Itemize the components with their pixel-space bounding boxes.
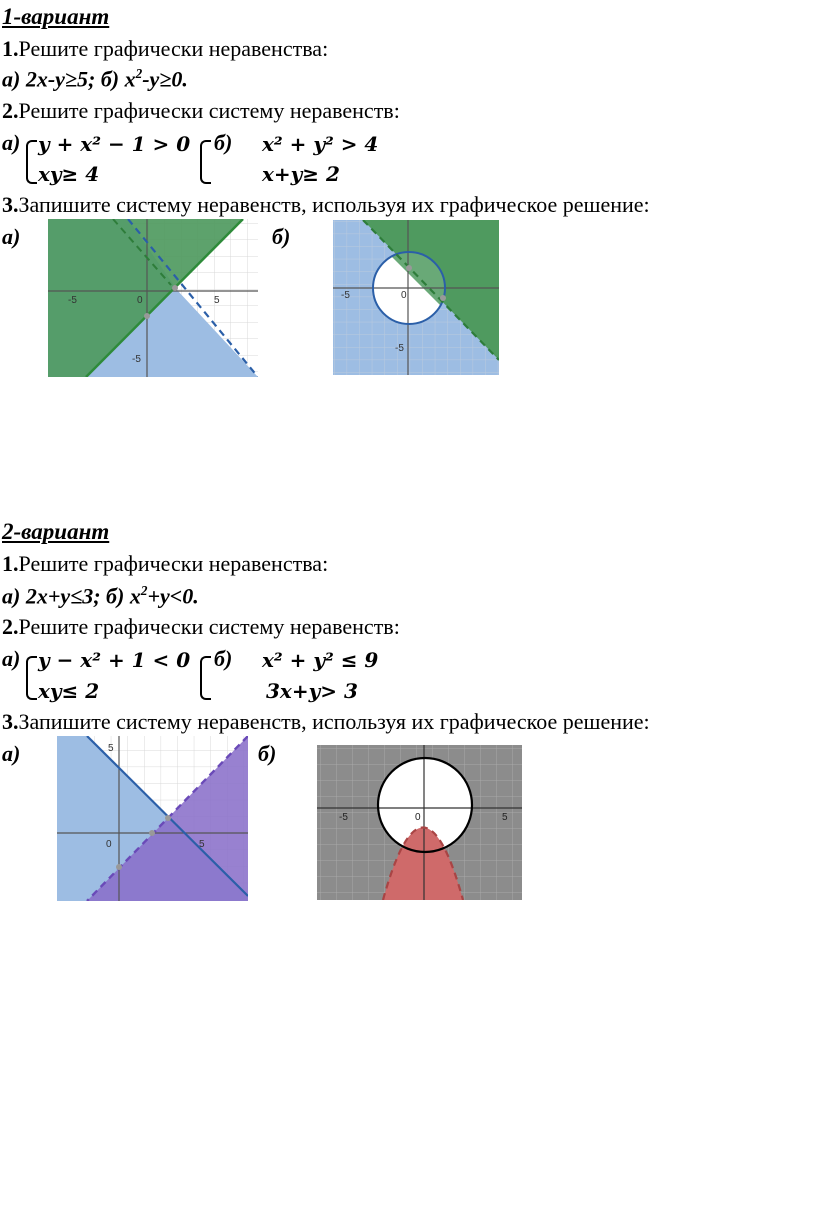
- v2-task3-text: Запишите систему неравенств, используя их графическое решение:: [18, 709, 650, 734]
- tick-label-pos5-x: 5: [502, 812, 508, 823]
- variant1-title: 1-вариант: [2, 4, 110, 29]
- tick-label-origin: 0: [415, 812, 421, 823]
- v1-graph-a-svg: [48, 219, 258, 377]
- v1-task3-number: 3.: [2, 192, 19, 217]
- tick-label-origin: 0: [137, 295, 143, 306]
- v2-task2-number: 2.: [2, 614, 19, 639]
- tick-label-neg5-y: -5: [132, 354, 141, 365]
- v1-task2a-label: а): [2, 130, 21, 155]
- v1-task1-exponent: 2: [135, 66, 143, 81]
- y-intercept-point: [116, 864, 122, 870]
- v1-task3-line: [2, 192, 650, 218]
- v2-task3-number: 3.: [2, 709, 19, 734]
- intersection-point: [172, 285, 178, 291]
- tick-label-pos5-x: 5: [214, 295, 220, 306]
- v2-task2a-brace-bottom: [26, 672, 37, 700]
- v1-task2-line: [2, 98, 400, 124]
- v2-task2b-label: б): [214, 646, 233, 671]
- v2-task1-items-text: а) 2x+y≤3; б) x: [2, 583, 141, 609]
- v2-task1-line: [2, 551, 328, 577]
- intercept-point: [144, 313, 150, 319]
- v1-task1-line: [2, 36, 328, 62]
- v2-task2-text: Решите графически систему неравенств:: [18, 614, 400, 639]
- tick-label-pos5-y: 5: [108, 743, 114, 754]
- v1-task3-label-b: б): [272, 224, 291, 249]
- v2-task1-number: 1.: [2, 551, 19, 576]
- variant2-title: 2-вариант: [2, 519, 110, 544]
- v2-task3-line: [2, 709, 650, 735]
- v1-graph-b: [333, 220, 499, 375]
- v2-task2b-brace-bottom: [200, 672, 211, 700]
- v2-task1-text: Решите графически неравенства:: [18, 551, 329, 576]
- tick-label-pos5-x: 5: [199, 839, 205, 850]
- v2-task2a-label: а): [2, 646, 21, 671]
- v1-task2b-ineq1: x² + y² > 4: [262, 132, 379, 156]
- v2-task1-items-tail: +y<0.: [147, 583, 199, 609]
- v2-task3-label-b: б): [258, 741, 277, 766]
- v1-task2-number: 2.: [2, 98, 19, 123]
- tick-label-origin: 0: [401, 290, 407, 301]
- v2-graph-b-svg: [317, 745, 522, 900]
- v1-graph-a: [48, 219, 258, 377]
- tick-label-neg5-x: -5: [339, 812, 348, 823]
- v1-task2a-brace-bottom: [26, 156, 37, 184]
- v1-task1-items-text: а) 2x-y≥5; б) x: [2, 66, 136, 92]
- v2-task2-line: [2, 614, 400, 640]
- v2-task3-label-a: а): [2, 741, 21, 766]
- x-intercept-point: [149, 830, 155, 836]
- tick-label-neg5-x: -5: [341, 290, 350, 301]
- v1-task1-number: 1.: [2, 36, 19, 61]
- v2-task2b-ineq2: 3x+y> 3: [266, 679, 358, 703]
- v1-task1-text: Решите графически неравенства:: [18, 36, 329, 61]
- v1-task2-text: Решите графически систему неравенств:: [18, 98, 400, 123]
- v1-task3-label-a: а): [2, 224, 21, 249]
- v2-task2b-ineq1: x² + y² ≤ 9: [262, 648, 379, 672]
- v1-task2b-label: б): [214, 130, 233, 155]
- intersection-point: [165, 815, 171, 821]
- v1-task1-items-tail: -y≥0.: [142, 66, 188, 92]
- v1-graph-b-svg: [333, 220, 499, 375]
- v2-graph-a: [57, 736, 248, 901]
- v2-graph-b: [317, 745, 522, 900]
- v2-task1-items: [2, 583, 199, 609]
- v1-task2b-ineq2: x+y≥ 2: [262, 162, 340, 186]
- v1-task2a-ineq1: y + x² − 1 > 0: [38, 132, 191, 156]
- v1-task1-items: [2, 66, 188, 92]
- v1-task2a-ineq2: xy≥ 4: [38, 162, 100, 186]
- tick-label-neg5-y: -5: [395, 343, 404, 354]
- v2-task2a-ineq1: y − x² + 1 < 0: [38, 648, 191, 672]
- v1-task3-text: Запишите систему неравенств, используя их графическое решение:: [18, 192, 650, 217]
- intersection-point-2: [440, 295, 446, 301]
- v2-task1-exponent: 2: [140, 583, 148, 598]
- v1-task2b-brace-bottom: [200, 156, 211, 184]
- tick-label-neg5-x: -5: [68, 295, 77, 306]
- intersection-point: [406, 265, 412, 271]
- v2-task2a-ineq2: xy≤ 2: [38, 679, 100, 703]
- tick-label-origin: 0: [106, 839, 112, 850]
- v2-graph-a-svg: [57, 736, 248, 901]
